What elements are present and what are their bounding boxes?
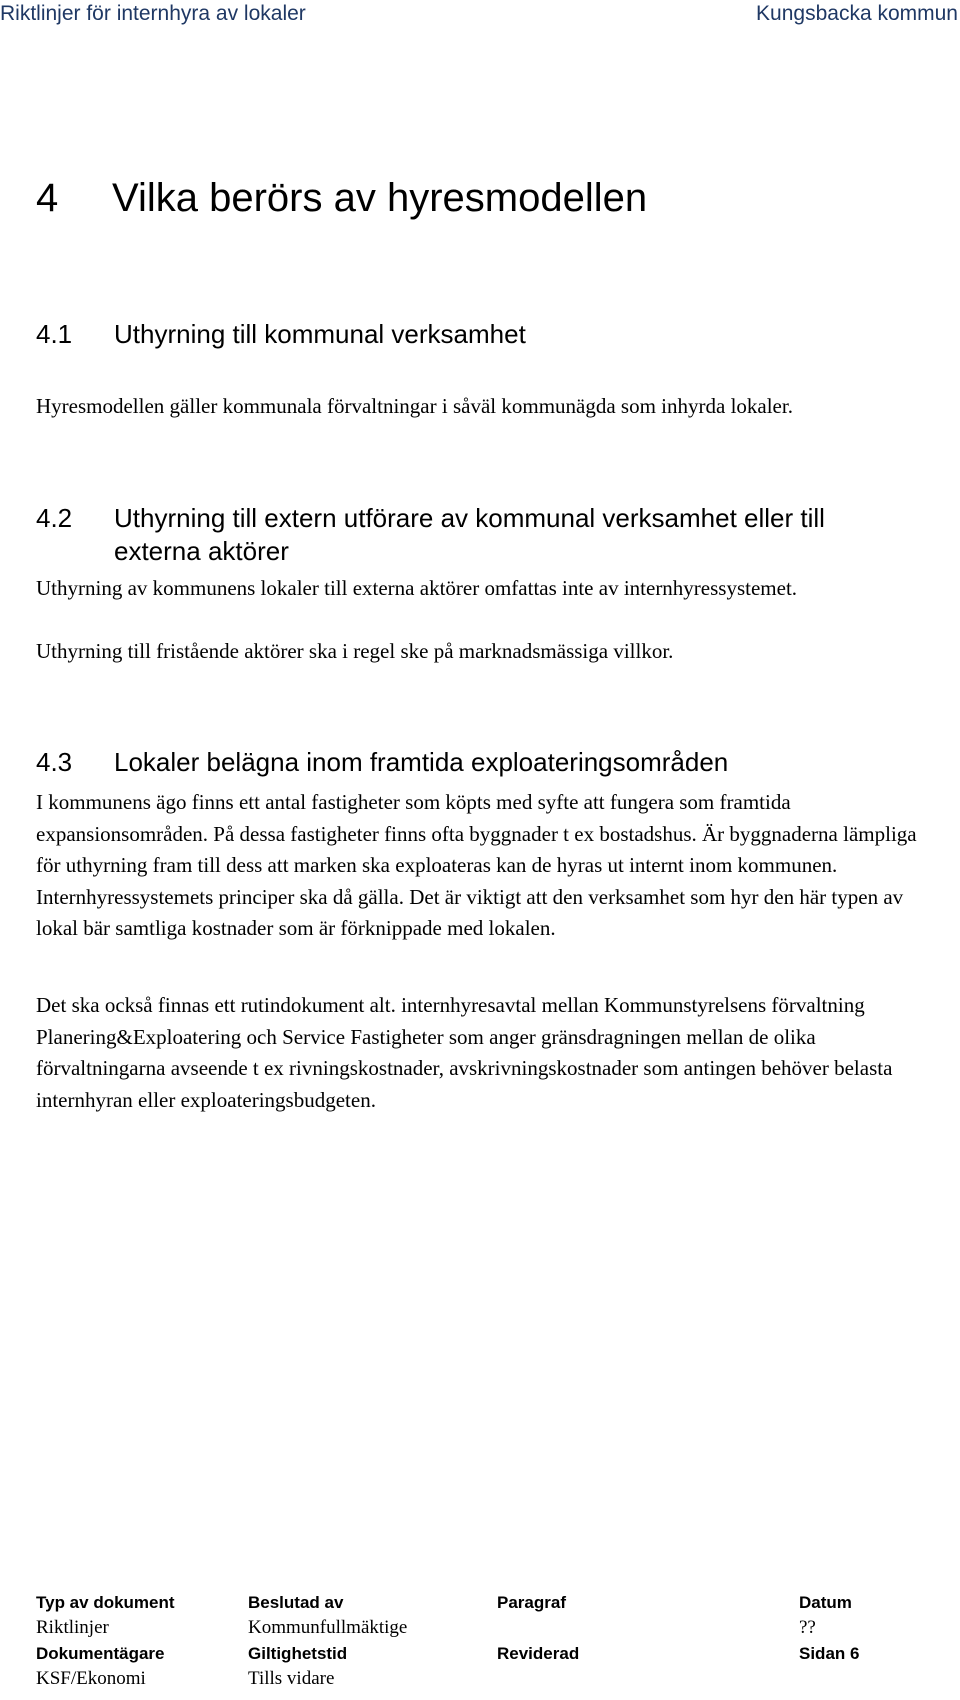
section-title: Uthyrning till extern utförare av kommunal verksamhet eller till externa aktörer: [114, 503, 825, 566]
date-value: ??: [799, 1617, 816, 1638]
paragraph: Hyresmodellen gäller kommunala förvaltningar i såväl kommunägda som inhyrda lokaler.: [36, 394, 793, 418]
section-heading-4-1: [36, 318, 914, 351]
section-heading-4-2: [36, 502, 914, 568]
paragraph: Uthyrning till fristående aktörer ska i regel ske på marknadsmässiga villkor.: [36, 639, 674, 663]
paragraph-label: Paragraf: [497, 1593, 566, 1612]
section-number: 4.1: [36, 319, 73, 349]
owner-value: KSF/Ekonomi: [36, 1668, 146, 1689]
chapter-number: 4: [36, 176, 59, 220]
section-heading-4-3: [36, 746, 914, 779]
revised-label: Reviderad: [497, 1644, 580, 1663]
document-footer: [36, 1593, 936, 1689]
doc-type-label: Typ av dokument: [36, 1593, 175, 1612]
validity-label: Giltighetstid: [248, 1644, 348, 1663]
page-number: Sidan 6: [799, 1644, 860, 1663]
chapter-heading: [36, 176, 647, 221]
section-number: 4.3: [36, 747, 73, 777]
doc-type-value: Riktlinjer: [36, 1617, 109, 1638]
section-number: 4.2: [36, 503, 73, 533]
running-header-title: Riktlinjer för internhyra av lokaler: [0, 2, 306, 25]
owner-label: Dokumentägare: [36, 1644, 165, 1663]
section-title: Lokaler belägna inom framtida exploateringsområden: [114, 747, 729, 777]
section-title: Uthyrning till kommunal verksamhet: [114, 319, 526, 349]
validity-value: Tills vidare: [248, 1668, 335, 1689]
running-header-organization: Kungsbacka kommun: [756, 2, 958, 25]
decided-by-value: Kommunfullmäktige: [248, 1617, 408, 1638]
paragraph: I kommunens ägo finns ett antal fastigheter som köpts med syfte att fungera som framtida expansionsområden. På dessa fastigheter finns ofta byggnader t ex bostadshus. Är byggnaderna lämpliga för uthyrning fram till dess att marken ska exploateras kan de hyras ut internt inom kommunen. Internhyressystemets principer ska då gälla. Det är viktigt att den verksamhet som hyr den här typen av lokal bär samtliga kostnader som är förknippade med lokalen.: [36, 790, 917, 940]
date-label: Datum: [799, 1593, 852, 1612]
decided-by-label: Beslutad av: [248, 1593, 344, 1612]
paragraph: Uthyrning av kommunens lokaler till externa aktörer omfattas inte av internhyressystemet.: [36, 576, 798, 600]
paragraph: Det ska också finnas ett rutindokument alt. internhyresavtal mellan Kommunstyrelsens förvaltning Planering&Exploatering och Service Fastigheter som anger gränsdragningen mellan de olika förvaltningarna avseende t ex rivningskostnader, avskrivningskostnader som antingen behöver belasta internhyran eller exploateringsbudgeten.: [36, 993, 893, 1112]
chapter-title: Vilka berörs av hyresmodellen: [112, 176, 648, 220]
